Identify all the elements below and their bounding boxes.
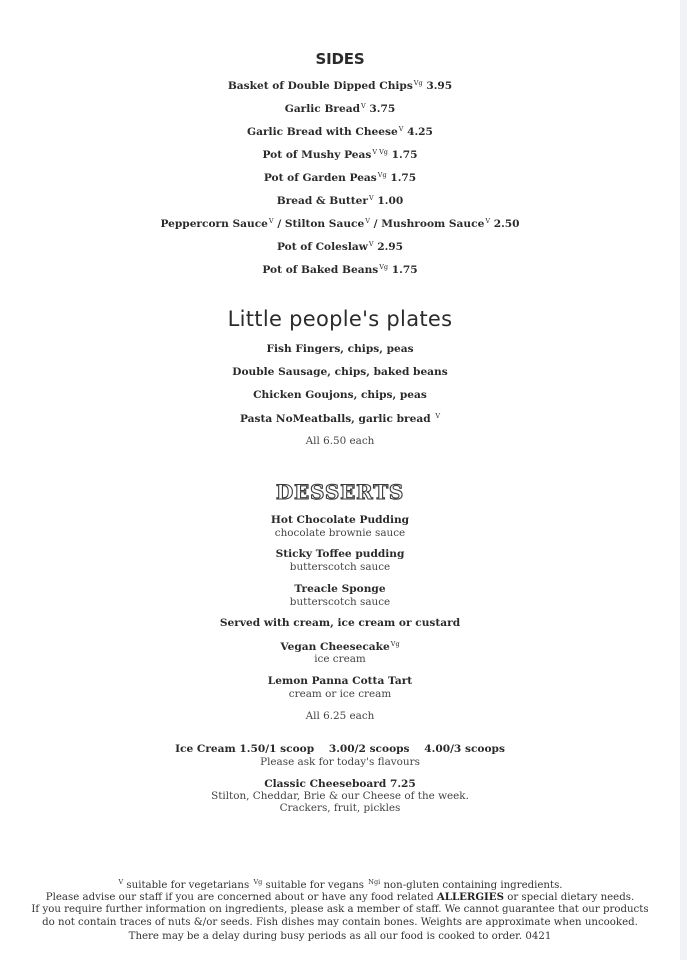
- little-plates-item: Pasta NoMeatballs, garlic bread $^V$: [239, 412, 441, 425]
- little-plates-heading: Little people's plates: [227, 307, 453, 331]
- ingredient-notice: If you require further information on ingredients, please ask a member of staff. We cannot guarantee that our products: [31, 904, 649, 915]
- dessert-desc: butterscotch sauce: [289, 561, 391, 573]
- dessert-name: Vegan Cheesecake$^{Vg}$: [280, 640, 400, 653]
- dessert-desc: chocolate brownie sauce: [274, 527, 406, 539]
- dessert-desc: ice cream: [314, 653, 366, 665]
- dietary-legend: $^V$ suitable for vegetarians $^{Vg}$ suitable for vegans $^{Ngi}$ non-gluten containing ingredients.: [118, 878, 563, 891]
- dessert-name: Hot Chocolate Pudding: [270, 514, 410, 526]
- dessert-name: Treacle Sponge: [294, 583, 386, 595]
- sides-item: Pot of Garden Peas$^{Vg}$ 1.75: [263, 171, 417, 184]
- sides-item: Pot of Coleslaw$^V$ 2.95: [276, 240, 404, 253]
- sides-item: Basket of Double Dipped Chips$^{Vg}$ 3.95: [227, 79, 453, 92]
- sides-item: Pot of Mushy Peas$^{V Vg}$ 1.75: [262, 148, 418, 161]
- dessert-desc: butterscotch sauce: [289, 596, 391, 608]
- sides-heading: SIDES: [315, 50, 365, 68]
- little-plates-price: All 6.50 each: [305, 435, 375, 447]
- dessert-name: Lemon Panna Cotta Tart: [267, 675, 413, 687]
- sides-item: Garlic Bread with Cheese$^V$ 4.25: [247, 125, 433, 138]
- dessert-name: Sticky Toffee pudding: [275, 548, 405, 560]
- cheeseboard-extras: Crackers, fruit, pickles: [279, 802, 401, 814]
- little-plates-item: Chicken Goujons, chips, peas: [253, 389, 427, 401]
- desserts-price: All 6.25 each: [305, 710, 375, 722]
- sides-item: Bread & Butter$^V$ 1.00: [276, 194, 404, 207]
- desserts-heading: DESSERTS: [275, 480, 405, 504]
- cheeseboard-title: Classic Cheeseboard 7.25: [264, 778, 416, 790]
- little-plates-item: Fish Fingers, chips, peas: [266, 343, 414, 355]
- sides-item: Pot of Baked Beans$^{Vg}$ 1.75: [262, 263, 418, 276]
- sides-sauce-item: Peppercorn Sauce$^V$ / Stilton Sauce$^V$ / Mushroom Sauce$^V$ 2.50: [160, 217, 520, 230]
- allergy-notice: Please advise our staff if you are concerned about or have any food related ALLERGIES or special dietary needs.: [45, 891, 635, 903]
- dessert-desc: cream or ice cream: [288, 688, 392, 700]
- cheeseboard-desc: Stilton, Cheddar, Brie & our Cheese of the week.: [211, 790, 469, 802]
- dessert-served-with: Served with cream, ice cream or custard: [219, 617, 461, 629]
- traces-notice: do not contain traces of nuts &/or seeds. Fish dishes may contain bones. Weights are approximate when uncooked.: [42, 917, 638, 928]
- ice-cream-prices: Ice Cream 1.50/1 scoop 3.00/2 scoops 4.00/3 scoops: [175, 743, 505, 755]
- little-plates-item: Double Sausage, chips, baked beans: [232, 366, 448, 378]
- sides-item: Garlic Bread$^V$ 3.75: [284, 102, 396, 115]
- ice-cream-note: Please ask for today's flavours: [260, 756, 420, 768]
- delay-notice: There may be a delay during busy periods as all our food is cooked to order. 0421: [128, 931, 552, 942]
